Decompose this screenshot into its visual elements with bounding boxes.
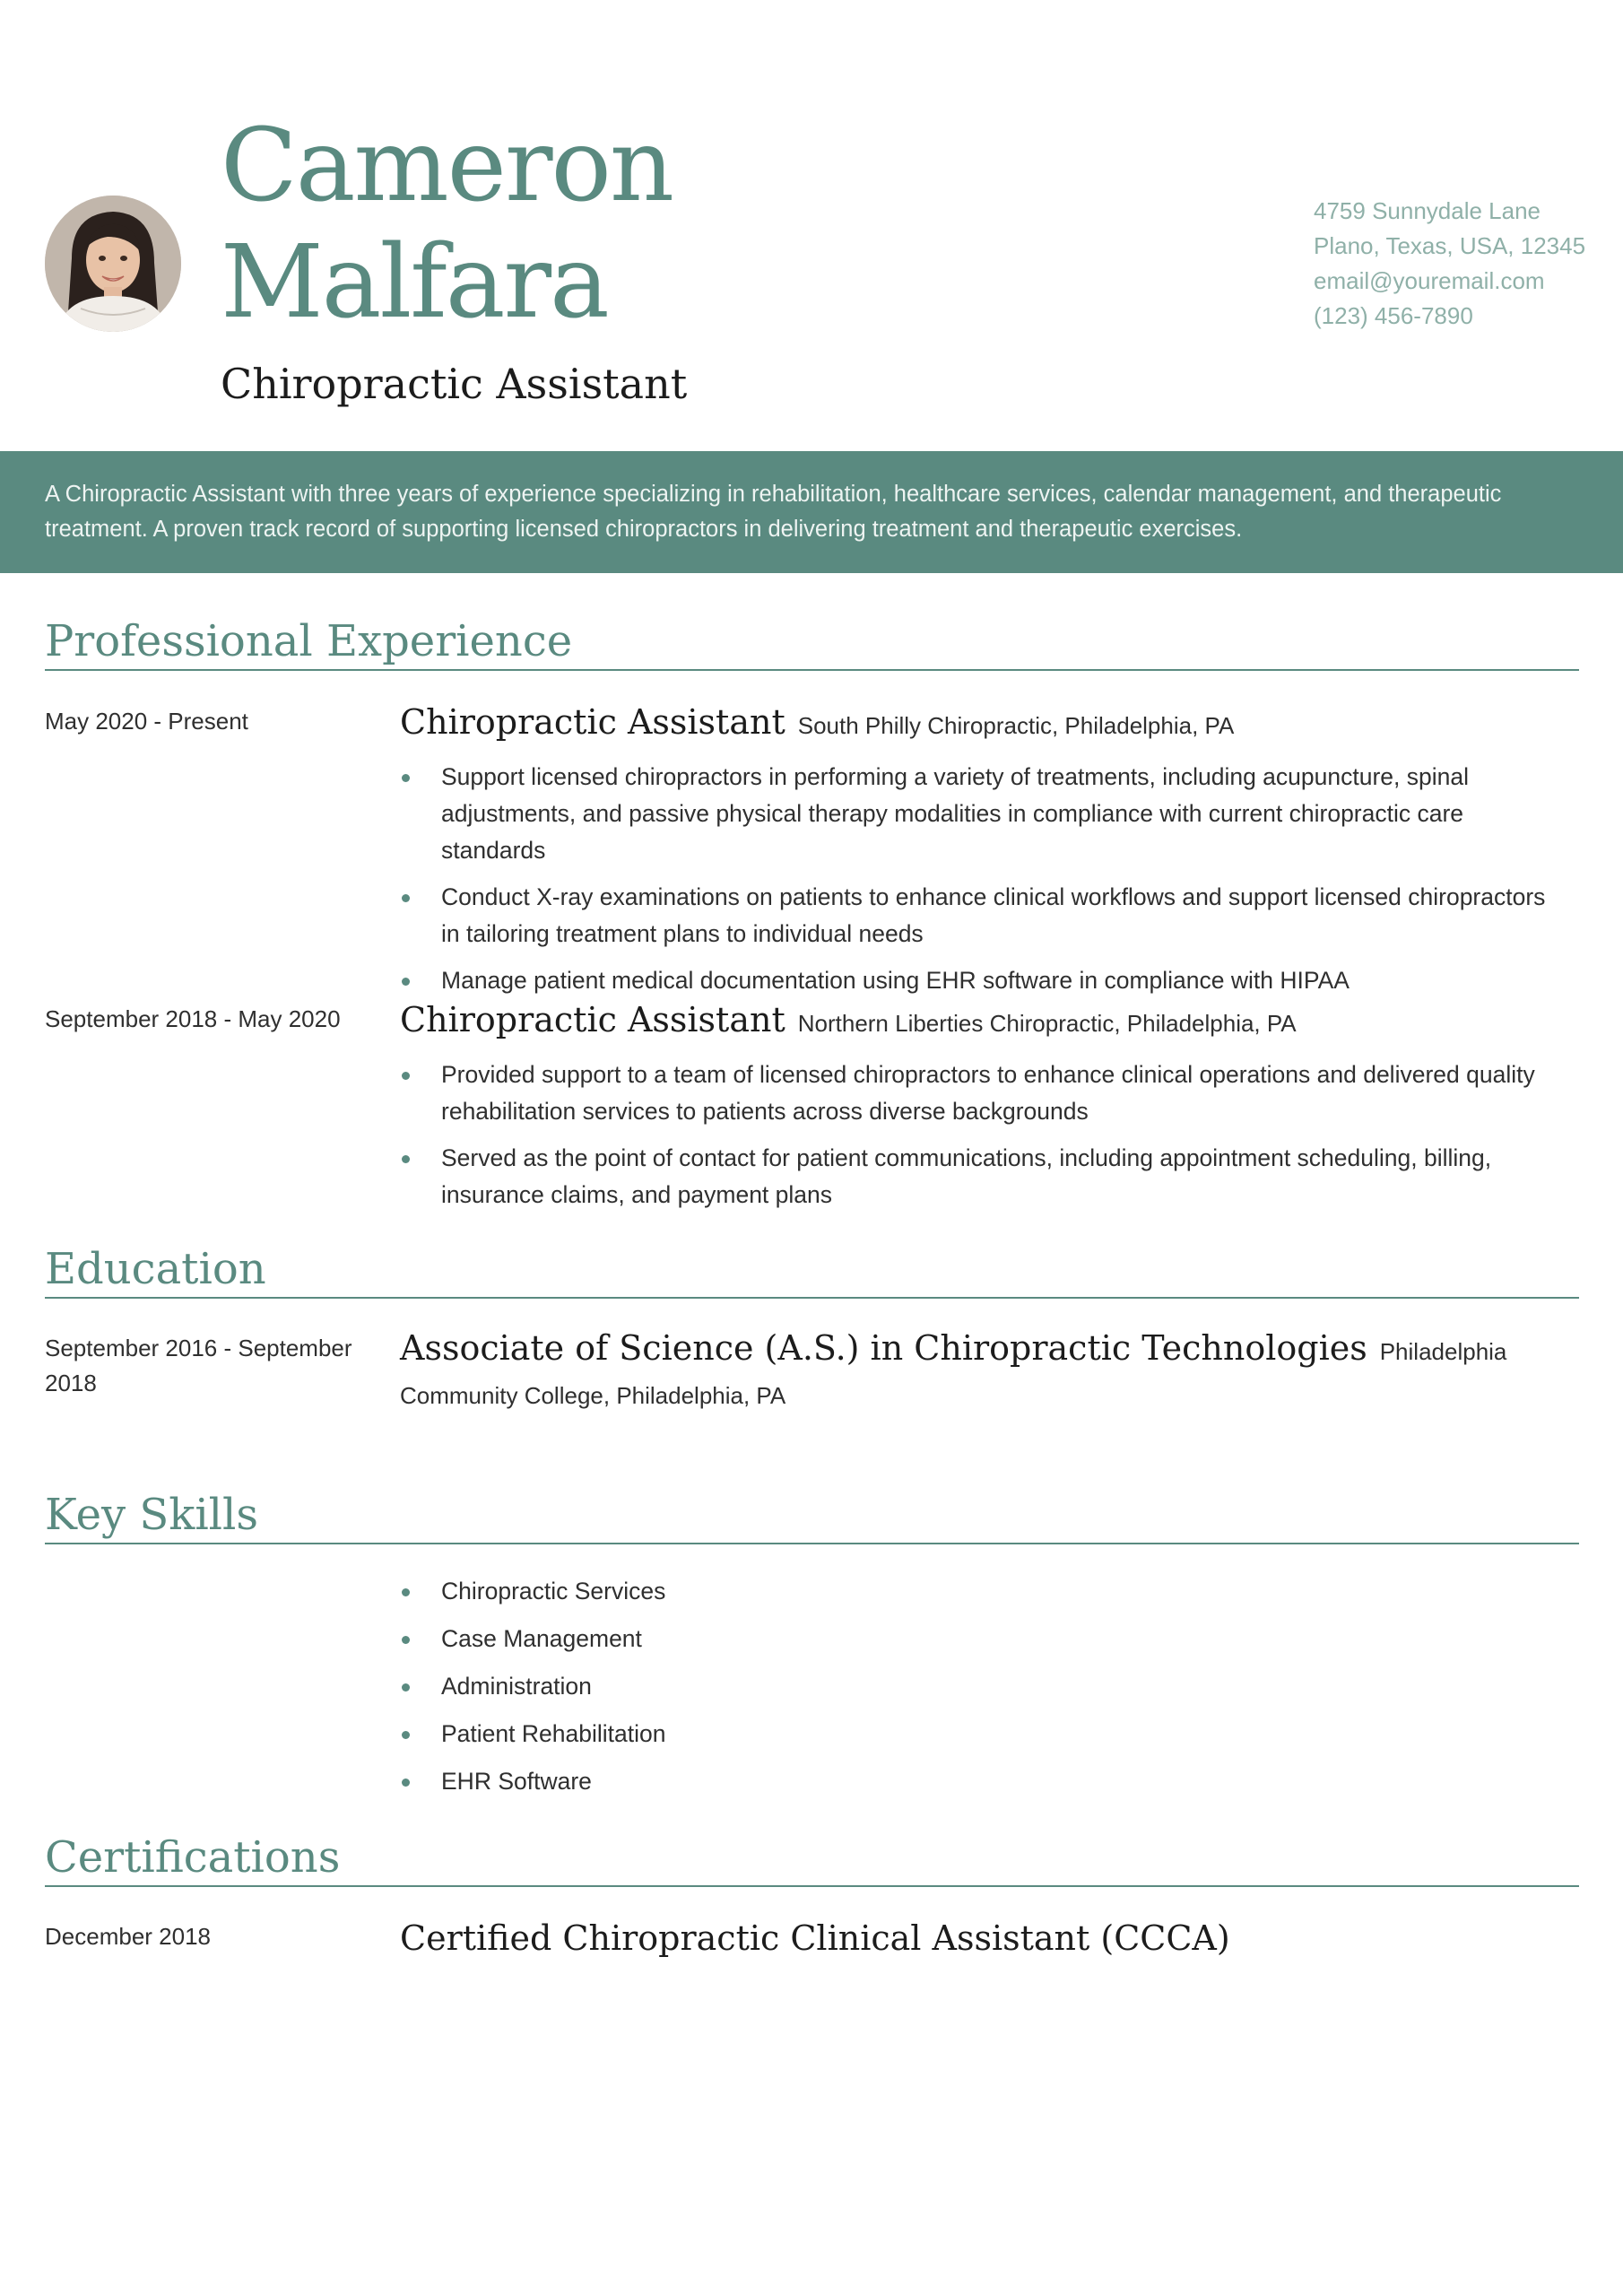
skill-item: Administration bbox=[400, 1668, 1557, 1705]
skill-item: Case Management bbox=[400, 1621, 1557, 1657]
contact-email[interactable]: email@youremail.com bbox=[1314, 267, 1545, 294]
first-name: Cameron bbox=[221, 108, 673, 224]
job-heading bbox=[400, 997, 1566, 1042]
profile-photo-icon bbox=[45, 196, 181, 332]
contact-address: 4759 Sunnydale Lane bbox=[1314, 197, 1541, 224]
job-dates: September 2018 - May 2020 bbox=[45, 1005, 341, 1032]
last-name: Malfara bbox=[221, 224, 608, 341]
list-item: Support licensed chiropractors in performing a variety of treatments, including acupuncture, spinal adjustments, and passive physical therapy modalities in compliance with current chiropractic care standards bbox=[400, 759, 1557, 869]
section-divider bbox=[45, 1885, 1579, 1887]
contact-block bbox=[1314, 194, 1585, 334]
section-title-education: Education bbox=[45, 1244, 266, 1294]
job-bullets bbox=[400, 759, 1557, 1009]
skill-item: Chiropractic Services bbox=[400, 1573, 1557, 1610]
role-title: Chiropractic Assistant bbox=[221, 360, 688, 408]
avatar bbox=[45, 196, 181, 332]
list-item: Provided support to a team of licensed chiropractors to enhance clinical operations and delivered quality rehabilitation services to patients across diverse backgrounds bbox=[400, 1057, 1557, 1130]
job-org: South Philly Chiropractic, Philadelphia, PA bbox=[797, 712, 1235, 739]
contact-city: Plano, Texas, USA, 12345 bbox=[1314, 232, 1586, 259]
skill-item: Patient Rehabilitation bbox=[400, 1716, 1557, 1752]
contact-phone[interactable]: (123) 456-7890 bbox=[1314, 302, 1473, 329]
certification-name: Certified Chiropractic Clinical Assistant (CCCA) bbox=[400, 1918, 1230, 1958]
candidate-name bbox=[221, 108, 673, 341]
section-title-experience: Professional Experience bbox=[45, 616, 573, 666]
list-item: Conduct X-ray examinations on patients to enhance clinical workflows and support licensed chiropractors in tailoring treatment plans to individual needs bbox=[400, 879, 1557, 952]
section-title-certifications: Certifications bbox=[45, 1832, 341, 1883]
skill-item: EHR Software bbox=[400, 1763, 1557, 1800]
section-divider bbox=[45, 1543, 1579, 1544]
job-title: Chiropractic Assistant bbox=[400, 702, 785, 742]
list-item: Manage patient medical documentation using EHR software in compliance with HIPAA bbox=[400, 962, 1557, 999]
education-heading bbox=[400, 1326, 1566, 1420]
job-org: Northern Liberties Chiropractic, Philadelphia, PA bbox=[797, 1010, 1297, 1037]
summary-text: A Chiropractic Assistant with three years of experience specializing in rehabilitation, healthcare services, calendar management, and therapeutic treatment. A proven track record of supporting licensed chiropractors in delivering treatment and therapeutic exercises. bbox=[45, 482, 1502, 542]
certification-date: December 2018 bbox=[45, 1923, 211, 1950]
job-dates: May 2020 - Present bbox=[45, 708, 248, 735]
job-heading bbox=[400, 700, 1566, 744]
section-title-skills: Key Skills bbox=[45, 1490, 259, 1540]
degree: Associate of Science (A.S.) in Chiropractic Technologies bbox=[400, 1328, 1367, 1368]
job-title: Chiropractic Assistant bbox=[400, 1000, 785, 1039]
skills-list bbox=[400, 1573, 1557, 1811]
certification-heading bbox=[400, 1916, 1566, 1961]
list-item: Served as the point of contact for patient communications, including appointment scheduling, billing, insurance claims, and payment plans bbox=[400, 1140, 1557, 1213]
school: Philadelphia Community College, Philadelphia, PA bbox=[400, 1338, 1507, 1409]
section-divider bbox=[45, 669, 1579, 671]
section-divider bbox=[45, 1297, 1579, 1299]
job-bullets bbox=[400, 1057, 1557, 1223]
education-dates: September 2016 - September 2018 bbox=[45, 1335, 352, 1396]
